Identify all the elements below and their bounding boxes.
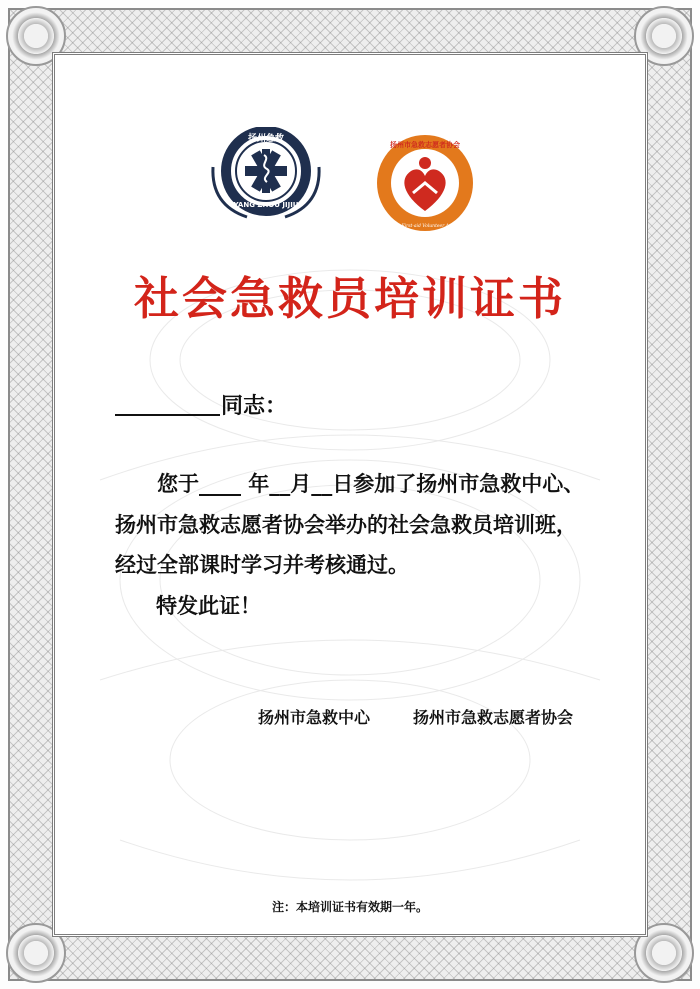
ems-logo-bottom-text: YANG ZHOU JIJIU xyxy=(233,201,299,209)
body-line-3: 经过全部课时学习并考核通过。 xyxy=(115,552,409,577)
recipient-name-line xyxy=(115,414,220,416)
ems-logo-top-text: 扬州急救 xyxy=(247,134,285,144)
vol-logo-bottom-text: Yangzhou First-aid Volunteer Association xyxy=(378,224,472,229)
certificate-title: 社会急救员培训证书 xyxy=(133,272,566,325)
body-line-2: 扬州市急救志愿者协会举办的社会急救员培训班， xyxy=(115,512,577,537)
yangzhou-ems-logo xyxy=(207,127,325,223)
closing-line: 特发此证！ xyxy=(156,593,261,618)
issuer-ems-center: 扬州市急救中心 xyxy=(258,708,371,727)
issuer-volunteer-association: 扬州市急救志愿者协会 xyxy=(413,708,574,727)
validity-note: 注：本培训证书有效期一年。 xyxy=(271,900,428,914)
vol-logo-ring-text: 扬州市急救志愿者协会 xyxy=(390,141,460,149)
volunteer-association-logo xyxy=(373,131,477,235)
body-line-1: 您于____ 年__月__日参加了扬州市急救中心、 xyxy=(157,471,585,496)
recipient-suffix: 同志： xyxy=(221,393,288,419)
